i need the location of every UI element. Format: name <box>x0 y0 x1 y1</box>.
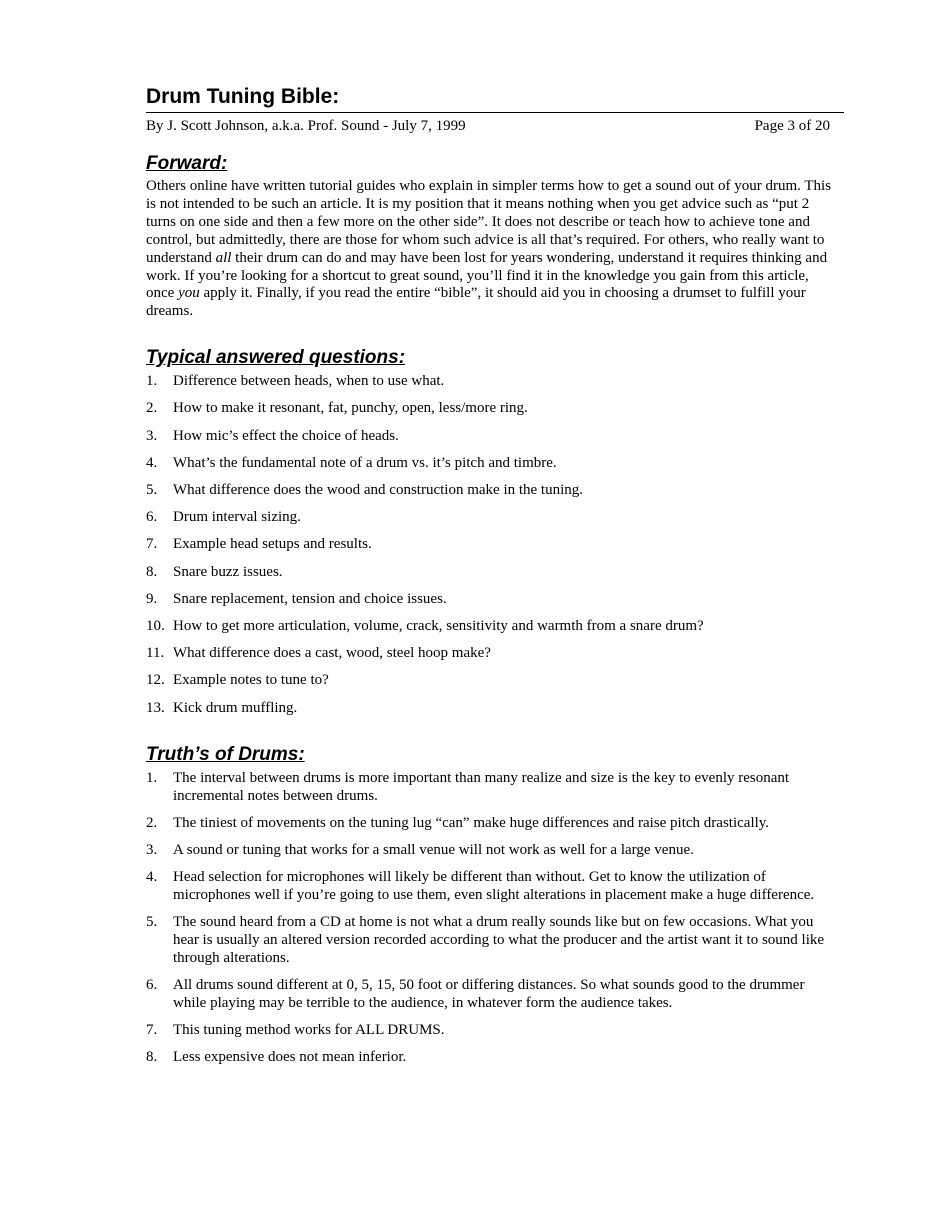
forward-paragraph <box>146 178 840 321</box>
list-item <box>146 699 840 717</box>
list-item <box>146 535 840 553</box>
forward-emphasis-all: all <box>215 249 232 266</box>
list-item <box>146 590 840 608</box>
questions-heading: Typical answered questions: <box>146 347 406 369</box>
list-item <box>146 814 840 832</box>
list-item <box>146 913 840 967</box>
forward-heading: Forward: <box>146 153 228 174</box>
document-title: Drum Tuning Bible: <box>146 85 340 108</box>
list-text: Drum interval sizing. <box>173 509 301 526</box>
list-text: Difference between heads, when to use what. <box>173 373 445 390</box>
list-text: How to make it resonant, fat, punchy, open, less/more ring. <box>173 400 528 417</box>
list-item <box>146 868 840 904</box>
list-text: All drums sound different at 0, 5, 15, 50 foot or differing distances. So what sounds good to the drummer while playing may be terrible to the audience, in whatever form the audience takes. <box>173 976 805 1011</box>
list-text: Snare buzz issues. <box>173 563 283 580</box>
list-item <box>146 372 840 390</box>
list-number: 13. <box>146 699 165 716</box>
list-text: How mic’s effect the choice of heads. <box>173 427 399 444</box>
truths-heading: Truth’s of Drums: <box>146 743 305 765</box>
list-text: What’s the fundamental note of a drum vs. it’s pitch and timbre. <box>173 454 557 471</box>
list-text: The sound heard from a CD at home is not what a drum really sounds like but on few occasions. What you hear is usually an altered version recorded according to what the producer and the artist want it to sound like through alterations. <box>173 913 825 966</box>
list-number: 5. <box>146 913 158 930</box>
list-number: 3. <box>146 841 158 858</box>
list-text: How to get more articulation, volume, crack, sensitivity and warmth from a snare drum? <box>173 617 704 634</box>
forward-text-part2: their drum can do and may have been lost for years wondering, understand it requires thinking and work. If you’re looking for a shortcut to great sound, you’ll find it in the knowledge you gain from this article, once <box>146 249 828 302</box>
list-number: 7. <box>146 536 158 553</box>
list-item <box>146 644 840 662</box>
list-number: 5. <box>146 482 158 498</box>
list-item <box>146 563 840 581</box>
document-page <box>146 84 840 1075</box>
questions-list <box>146 372 840 716</box>
list-number: 4. <box>146 868 158 885</box>
list-item <box>146 617 840 635</box>
list-number: 2. <box>146 814 158 831</box>
list-number: 1. <box>146 769 158 786</box>
list-number: 6. <box>146 976 158 993</box>
title-divider <box>146 112 844 113</box>
list-number: 8. <box>146 1048 158 1065</box>
list-number: 2. <box>146 400 158 417</box>
list-item <box>146 481 840 499</box>
list-item <box>146 841 840 859</box>
list-text: The interval between drums is more important than many realize and size is the key to evenly resonant incremental notes between drums. <box>173 769 790 804</box>
list-number: 12. <box>146 672 165 689</box>
list-text: A sound or tuning that works for a small venue will not work as well for a large venue. <box>173 841 694 858</box>
list-text: Kick drum muffling. <box>173 699 298 716</box>
list-text: Example head setups and results. <box>173 536 372 553</box>
list-number: 6. <box>146 509 158 526</box>
list-number: 7. <box>146 1021 158 1038</box>
list-item <box>146 671 840 689</box>
list-item <box>146 976 840 1012</box>
list-number: 1. <box>146 373 158 390</box>
forward-emphasis-you: you <box>178 285 200 302</box>
list-text: Example notes to tune to? <box>173 672 329 689</box>
list-item <box>146 1021 840 1039</box>
list-number: 8. <box>146 563 158 580</box>
list-item <box>146 769 840 805</box>
list-number: 11. <box>146 645 165 662</box>
list-item <box>146 508 840 526</box>
list-item <box>146 454 840 472</box>
page-indicator: Page 3 of 20 <box>754 118 830 134</box>
author-byline: By J. Scott Johnson, a.k.a. Prof. Sound - July 7, 1999 <box>146 118 466 134</box>
forward-text-part1: Others online have written tutorial guides who explain in simpler terms how to get a sound out of your drum. This is not intended to be such an article. It is my position that it means nothing when you get advice such as “put 2 turns on one side and then a few more on the other side”. It does not describe or teach how to achieve tone and control, but admittedly, there are those for whom such advice is all that’s required. For others, who really want to understand <box>146 178 832 266</box>
list-text: Snare replacement, tension and choice issues. <box>173 590 447 607</box>
list-text: This tuning method works for ALL DRUMS. <box>173 1021 445 1038</box>
forward-text-part3: apply it. Finally, if you read the entire “bible”, it should aid you in choosing a drumset to fulfill your dreams. <box>146 285 806 320</box>
list-item <box>146 1048 840 1066</box>
list-number: 9. <box>146 590 158 607</box>
list-number: 10. <box>146 617 165 634</box>
byline-row <box>146 117 840 135</box>
list-text: Head selection for microphones will likely be different than without. Get to know the utilization of microphones well if you’re going to use them, even slight alterations in placement make a huge difference. <box>173 868 815 903</box>
list-item <box>146 427 840 445</box>
list-item <box>146 399 840 417</box>
list-text: What difference does the wood and construction make in the tuning. <box>173 482 584 498</box>
list-text: Less expensive does not mean inferior. <box>173 1048 407 1065</box>
list-number: 4. <box>146 454 158 471</box>
list-text: The tiniest of movements on the tuning lug “can” make huge differences and raise pitch drastically. <box>173 814 770 831</box>
truths-list <box>146 769 840 1066</box>
list-number: 3. <box>146 427 158 444</box>
list-text: What difference does a cast, wood, steel hoop make? <box>173 645 491 662</box>
